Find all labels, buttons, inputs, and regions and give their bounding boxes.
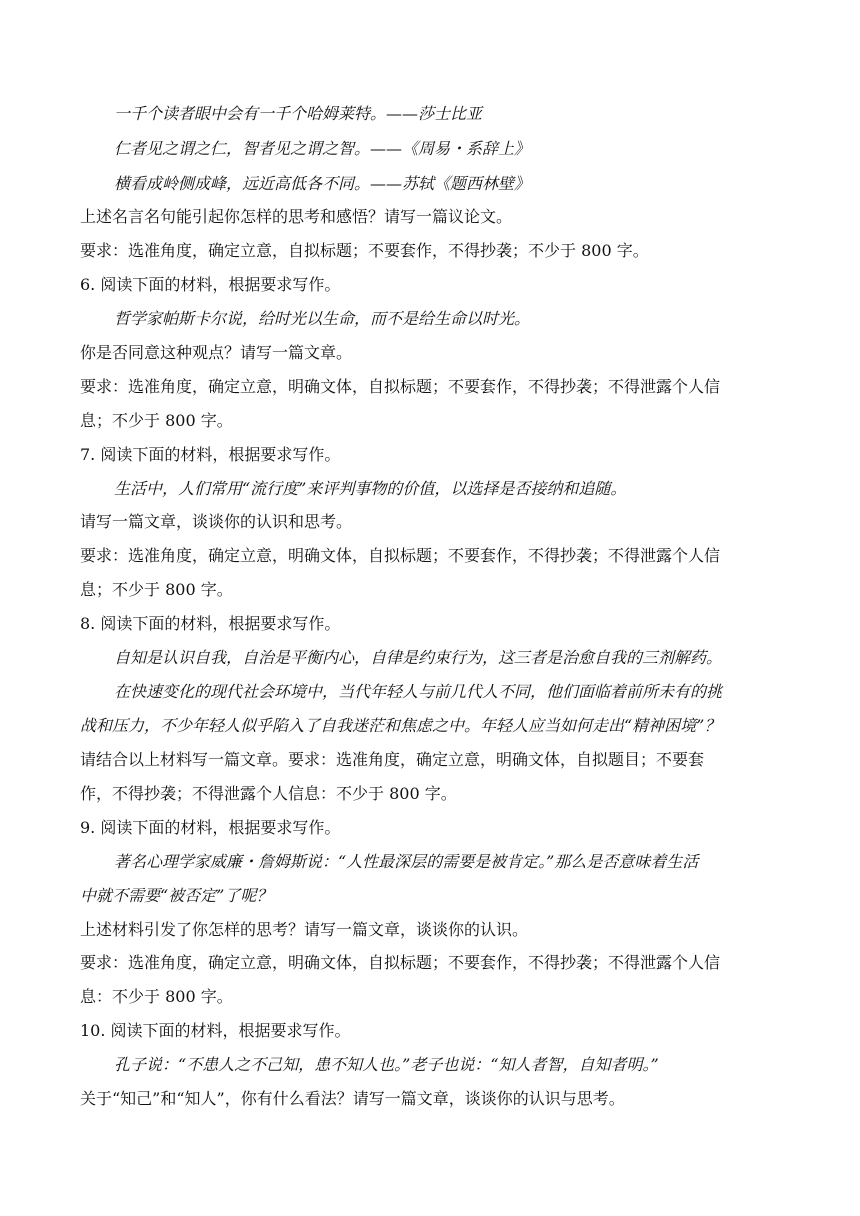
material-text-cont: 中就不需要“被否定”了呢？ — [80, 886, 273, 905]
prompt-text: 关于“知己”和“知人”，你有什么看法？请写一篇文章，谈谈你的认识与思考。 — [80, 1089, 625, 1108]
material-text: 哲学家帕斯卡尔说，给时光以生命，而不是给生命以时光。 — [114, 309, 531, 328]
question-heading-10: 10. 阅读下面的材料，根据要求写作。 — [80, 1021, 351, 1040]
requirement-text-cont: 作，不得抄袭；不得泄露个人信息：不少于 800 字。 — [80, 784, 457, 803]
prompt-text: 请写一篇文章，谈谈你的认识和思考。 — [80, 512, 353, 531]
prompt-text: 上述名言名句能引起你怎样的思考和感悟？请写一篇议论文。 — [80, 207, 513, 226]
prompt-text: 上述材料引发了你怎样的思考？请写一篇文章，谈谈你的认识。 — [80, 920, 529, 939]
question-heading-7: 7. 阅读下面的材料，根据要求写作。 — [80, 445, 341, 464]
requirement-text-cont: 息；不少于 800 字。 — [80, 580, 233, 599]
requirement-text: 要求：选准角度，确定立意，自拟标题；不要套作，不得抄袭；不少于 800 字。 — [80, 241, 649, 260]
requirement-text-cont: 息；不少于 800 字。 — [80, 411, 233, 430]
material-text: 在快速变化的现代社会环境中，当代年轻人与前几代人不同，他们面临着前所未有的挑 — [114, 682, 723, 701]
material-text-cont: 战和压力，不少年轻人似乎陷入了自我迷茫和焦虑之中。年轻人应当如何走出“精神困境”？ — [80, 716, 721, 735]
question-heading-9: 9. 阅读下面的材料，根据要求写作。 — [80, 818, 341, 837]
requirement-text-cont: 息：不少于 800 字。 — [80, 987, 233, 1006]
material-text: 孔子说：“不患人之不己知，患不知人也。”老子也说：“知人者智，自知者明。” — [114, 1055, 659, 1074]
quote-zhouyi: 仁者见之谓之仁，智者见之谓之智。——《周易・系辞上》 — [114, 139, 531, 158]
quote-sushi: 横看成岭侧成峰，远近高低各不同。——苏轼《题西林壁》 — [114, 174, 531, 193]
requirement-text: 要求：选准角度，确定立意，明确文体，自拟标题；不要套作，不得抄袭；不得泄露个人信 — [80, 377, 721, 396]
material-text: 著名心理学家威廉・詹姆斯说：“人性最深层的需要是被肯定。”那么是否意味着生活 — [114, 852, 699, 871]
prompt-text: 你是否同意这种观点？请写一篇文章。 — [80, 343, 353, 362]
material-text: 生活中，人们常用“流行度”来评判事物的价值，以选择是否接纳和追随。 — [114, 479, 627, 498]
quote-shakespeare: 一千个读者眼中会有一千个哈姆莱特。——莎士比亚 — [114, 104, 483, 123]
prompt-text: 请结合以上材料写一篇文章。要求：选准角度，确定立意，明确文体，自拟题目；不要套 — [80, 750, 705, 769]
requirement-text: 要求：选准角度，确定立意，明确文体，自拟标题；不要套作，不得抄袭；不得泄露个人信 — [80, 546, 721, 565]
requirement-text: 要求：选准角度，确定立意，明确文体，自拟标题；不要套作，不得抄袭；不得泄露个人信 — [80, 953, 721, 972]
question-heading-8: 8. 阅读下面的材料，根据要求写作。 — [80, 614, 341, 633]
material-text: 自知是认识自我，自治是平衡内心，自律是约束行为，这三者是治愈自我的三剂解药。 — [114, 648, 723, 667]
question-heading-6: 6. 阅读下面的材料，根据要求写作。 — [80, 275, 341, 294]
